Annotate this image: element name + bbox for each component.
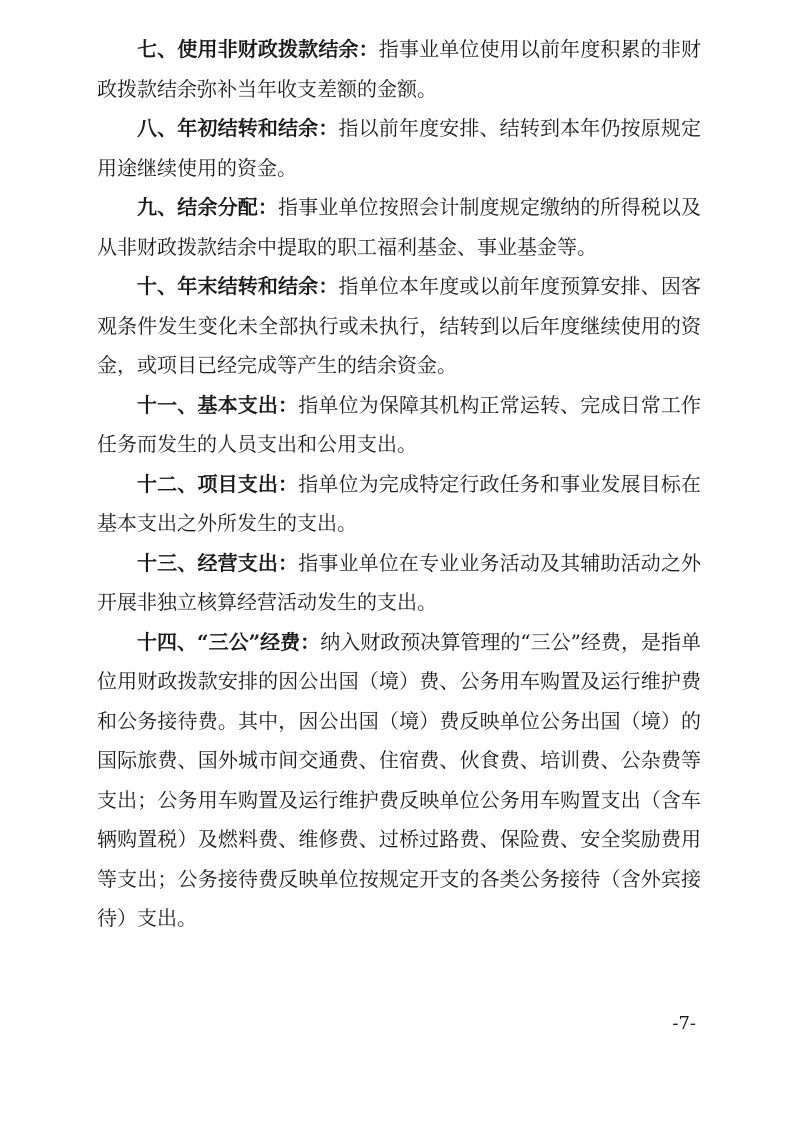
definition-term: 八、年初结转和结余： [137, 116, 339, 140]
definition-text: 指以前年度安排、结转到本年仍按原规定用途继续使用的资金。 [97, 116, 702, 180]
definition-term: 十一、基本支出： [137, 392, 299, 417]
definitions-list [97, 30, 701, 939]
definition-term: 十、年末结转和结余： [137, 274, 339, 298]
definition-item-9 [97, 188, 701, 267]
definition-text: 指单位为保障其机构正常运转、完成日常工作任务而发生的人员支出和公用支出。 [97, 392, 702, 456]
definition-text: 指事业单位按照会计制度规定缴纳的所得税以及从非财政拨款结余中提取的职工福利基金、事业基金等。 [97, 195, 702, 259]
definition-item-7 [97, 30, 701, 109]
page-number: -7- [672, 1013, 696, 1034]
definition-term: 十三、经营支出： [137, 550, 299, 575]
definition-item-12 [97, 465, 701, 544]
definition-item-8 [97, 109, 701, 188]
definition-text: 指事业单位使用以前年度积累的非财政拨款结余弥补当年收支差额的金额。 [97, 37, 702, 101]
definition-text: 纳入财政预决算管理的“三公”经费，是指单位用财政拨款安排的因公出国（境）费、公务用车购置及运行维护费和公务接待费。其中，因公出国（境）费反映单位公务出国（境）的国际旅费、国外城市间交通费、住宿费、伙食费、培训费、公杂费等支出；公务用车购置及运行维护费反映单位公务用车购置支出（含车辆购置税）及燃料费、维修费、过桥过路费、保险费、安全奖励费用等支出；公务接待费反映单位按规定开支的各类公务接待（含外宾接待）支出。 [97, 629, 702, 930]
definition-item-10 [97, 267, 701, 386]
definition-item-13 [97, 544, 701, 623]
definition-item-11 [97, 386, 701, 465]
definition-item-14 [97, 623, 701, 939]
definition-text: 指单位本年度或以前年度预算安排、因客观条件发生变化未全部执行或未执行，结转到以后年度继续使用的资金，或项目已经完成等产生的结余资金。 [97, 274, 702, 377]
definition-term: 十四、“三公”经费： [137, 629, 321, 654]
definition-term: 九、结余分配： [137, 195, 279, 219]
definition-term: 十二、项目支出： [137, 471, 299, 496]
definition-text: 指事业单位在专业业务活动及其辅助活动之外开展非独立核算经营活动发生的支出。 [97, 550, 702, 614]
definition-text: 指单位为完成特定行政任务和事业发展目标在基本支出之外所发生的支出。 [97, 471, 702, 535]
definition-term: 七、使用非财政拨款结余： [137, 37, 379, 61]
